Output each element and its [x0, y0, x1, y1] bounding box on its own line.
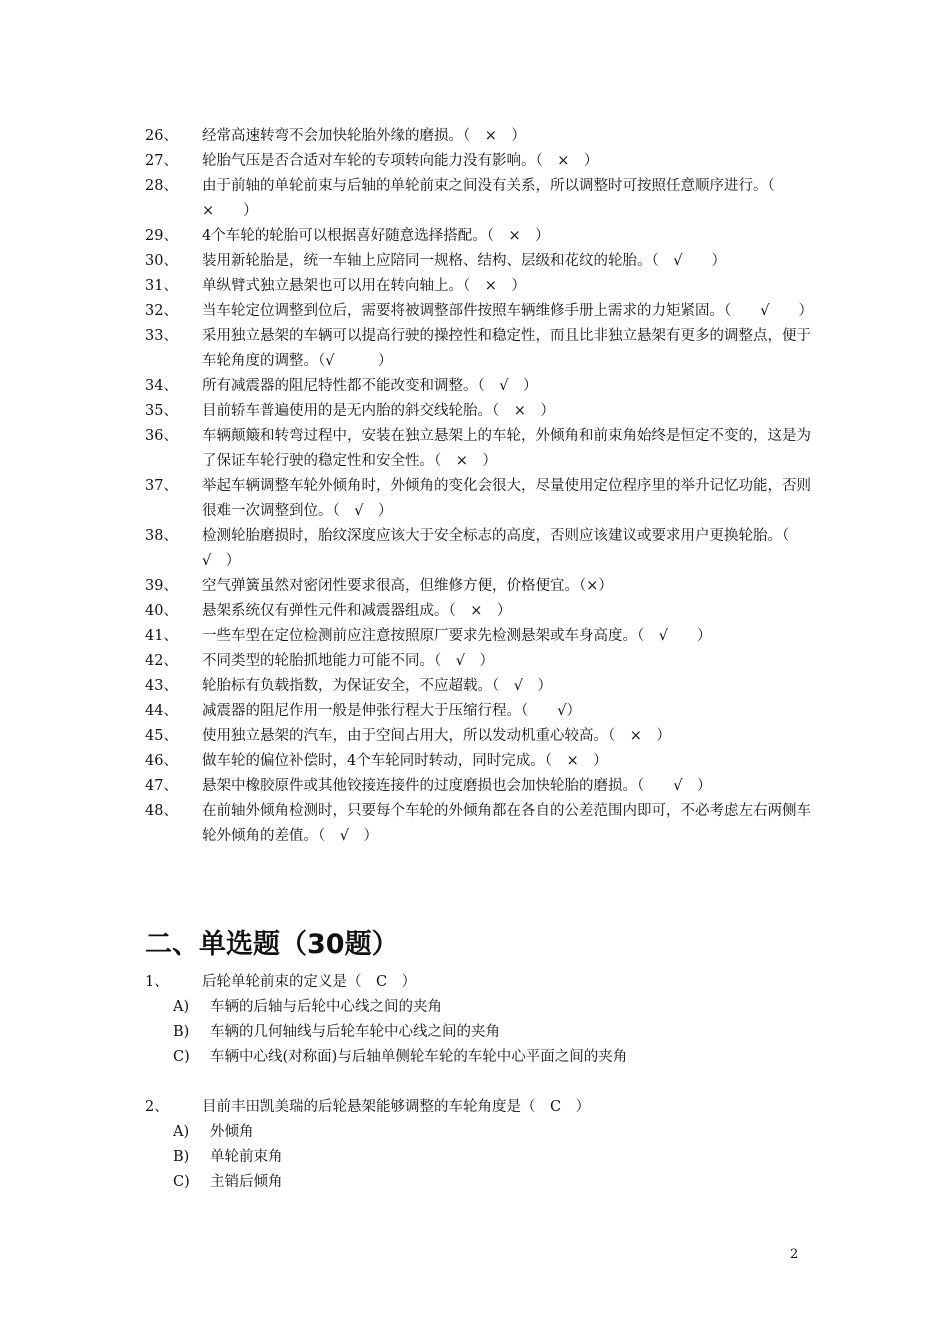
item-number: 26、: [145, 128, 178, 144]
option: [145, 1145, 815, 1170]
option: [145, 1020, 815, 1045]
item-text: 由于前轴的单轮前束与后轴的单轮前束之间没有关系，所以调整时可按照任意顺序进行。（ × ）: [202, 178, 790, 219]
item-text: 悬架系统仅有弹性元件和减震器组成。（ × ）: [202, 603, 512, 619]
option-text: 车辆的几何轴线与后轮车轮中心线之间的夹角: [210, 1024, 500, 1040]
option: [145, 995, 815, 1020]
item-number: 48、: [145, 803, 178, 819]
item-number: 36、: [145, 428, 178, 444]
question-text: 目前丰田凯美瑞的后轮悬架能够调整的车轮角度是（ C ）: [202, 1099, 591, 1115]
list-item: [145, 624, 815, 649]
list-item: [145, 399, 815, 424]
option-letter: B): [173, 1024, 190, 1040]
item-text: 装用新轮胎是，统一车轴上应陪同一规格、结构、层级和花纹的轮胎。（ √ ）: [202, 253, 726, 269]
item-number: 32、: [145, 303, 178, 319]
item-number: 27、: [145, 153, 178, 169]
item-number: 45、: [145, 728, 178, 744]
option-text: 外倾角: [210, 1124, 254, 1140]
item-text: 减震器的阻尼作用一般是伸张行程大于压缩行程。（ √）: [202, 703, 581, 719]
item-number: 46、: [145, 753, 178, 769]
option-letter: C): [173, 1174, 190, 1190]
option-letter: B): [173, 1149, 190, 1165]
item-text: 目前轿车普遍使用的是无内胎的斜交线轮胎。（ × ）: [202, 403, 555, 419]
item-number: 37、: [145, 478, 178, 494]
multiple-choice-list: [145, 970, 815, 1220]
option-text: 单轮前束角: [210, 1149, 283, 1165]
list-item: [145, 599, 815, 624]
option-text: 主销后倾角: [210, 1174, 283, 1190]
list-item: [145, 224, 815, 249]
list-item: [145, 124, 815, 149]
item-text: 车辆颠簸和转弯过程中，安装在独立悬架上的车轮，外倾角和前束角始终是恒定不变的，这是为了保证车轮行驶的稳定性和安全性。（ × ）: [202, 428, 811, 469]
question: [145, 1095, 815, 1195]
item-text: 举起车辆调整车轮外倾角时，外倾角的变化会很大，尽量使用定位程序里的举升记忆功能，否则很难一次调整到位。（ √ ）: [202, 478, 811, 519]
item-text: 做车轮的偏位补偿时，4个车轮同时转动，同时完成。（ × ）: [202, 753, 608, 769]
list-item: [145, 799, 815, 849]
list-item: [145, 174, 815, 224]
option: [145, 1120, 815, 1145]
option: [145, 1170, 815, 1195]
list-item: [145, 674, 815, 699]
list-item: [145, 524, 815, 574]
item-text: 使用独立悬架的汽车，由于空间占用大，所以发动机重心较高。（ × ）: [202, 728, 671, 744]
question: [145, 970, 815, 1070]
question-stem: [145, 970, 815, 995]
item-number: 31、: [145, 278, 178, 294]
item-number: 47、: [145, 778, 178, 794]
item-text: 在前轴外倾角检测时，只要每个车轮的外倾角都在各自的公差范围内即可，不必考虑左右两侧车轮外倾角的差值。（ √ ）: [202, 803, 811, 844]
list-item: [145, 324, 815, 374]
item-number: 29、: [145, 228, 178, 244]
item-number: 44、: [145, 703, 178, 719]
option-letter: C): [173, 1049, 190, 1065]
list-item: [145, 424, 815, 474]
list-item: [145, 474, 815, 524]
question-stem: [145, 1095, 815, 1120]
list-item: [145, 374, 815, 399]
item-number: 38、: [145, 528, 178, 544]
item-text: 单纵臂式独立悬架也可以用在转向轴上。（ × ）: [202, 278, 526, 294]
item-text: 采用独立悬架的车辆可以提高行驶的操控性和稳定性，而且比非独立悬架有更多的调整点，便于车轮角度的调整。（√ ）: [202, 328, 811, 369]
list-item: [145, 274, 815, 299]
true-false-list: [145, 124, 815, 849]
option-letter: A): [173, 1124, 190, 1140]
item-text: 悬架中橡胶原件或其他铰接连接件的过度磨损也会加快轮胎的磨损。（ √ ）: [202, 778, 712, 794]
item-number: 43、: [145, 678, 178, 694]
option-text: 车辆的后轴与后轮中心线之间的夹角: [210, 999, 442, 1015]
item-text: 所有减震器的阻尼特性都不能改变和调整。（ √ ）: [202, 378, 538, 394]
question-number: 2、: [145, 1099, 169, 1115]
section-title: 二、单选题（30题）: [145, 929, 399, 960]
list-item: [145, 574, 815, 599]
list-item: [145, 699, 815, 724]
question-number: 1、: [145, 974, 169, 990]
item-text: 轮胎标有负载指数，为保证安全，不应超载。（ √ ）: [202, 678, 552, 694]
item-text: 空气弹簧虽然对密闭性要求很高，但维修方便，价格便宜。（×）: [202, 578, 613, 594]
item-text: 不同类型的轮胎抓地能力可能不同。（ √ ）: [202, 653, 494, 669]
list-item: [145, 299, 815, 324]
item-text: 一些车型在定位检测前应注意按照原厂要求先检测悬架或车身高度。（ √ ）: [202, 628, 712, 644]
option-text: 车辆中心线(对称面)与后轴单侧轮车轮的车轮中心平面之间的夹角: [210, 1049, 628, 1065]
item-number: 40、: [145, 603, 178, 619]
option-letter: A): [173, 999, 190, 1015]
item-number: 42、: [145, 653, 178, 669]
item-number: 41、: [145, 628, 178, 644]
item-text: 4个车轮的轮胎可以根据喜好随意选择搭配。（ × ）: [202, 228, 550, 244]
item-number: 35、: [145, 403, 178, 419]
item-number: 30、: [145, 253, 178, 269]
list-item: [145, 774, 815, 799]
list-item: [145, 724, 815, 749]
list-item: [145, 749, 815, 774]
item-text: 轮胎气压是否合适对车轮的专项转向能力没有影响。（ × ）: [202, 153, 599, 169]
list-item: [145, 649, 815, 674]
page-number: 2: [790, 1247, 799, 1262]
question-text: 后轮单轮前束的定义是（ C ）: [202, 974, 417, 990]
item-text: 当车轮定位调整到位后，需要将被调整部件按照车辆维修手册上需求的力矩紧固。（ √ ）: [202, 303, 813, 319]
list-item: [145, 249, 815, 274]
item-number: 28、: [145, 178, 178, 194]
item-text: 检测轮胎磨损时，胎纹深度应该大于安全标志的高度，否则应该建议或要求用户更换轮胎。（ √ ）: [202, 528, 804, 569]
list-item: [145, 149, 815, 174]
item-text: 经常高速转弯不会加快轮胎外缘的磨损。（ × ）: [202, 128, 526, 144]
option: [145, 1045, 815, 1070]
item-number: 33、: [145, 328, 178, 344]
item-number: 39、: [145, 578, 178, 594]
item-number: 34、: [145, 378, 178, 394]
